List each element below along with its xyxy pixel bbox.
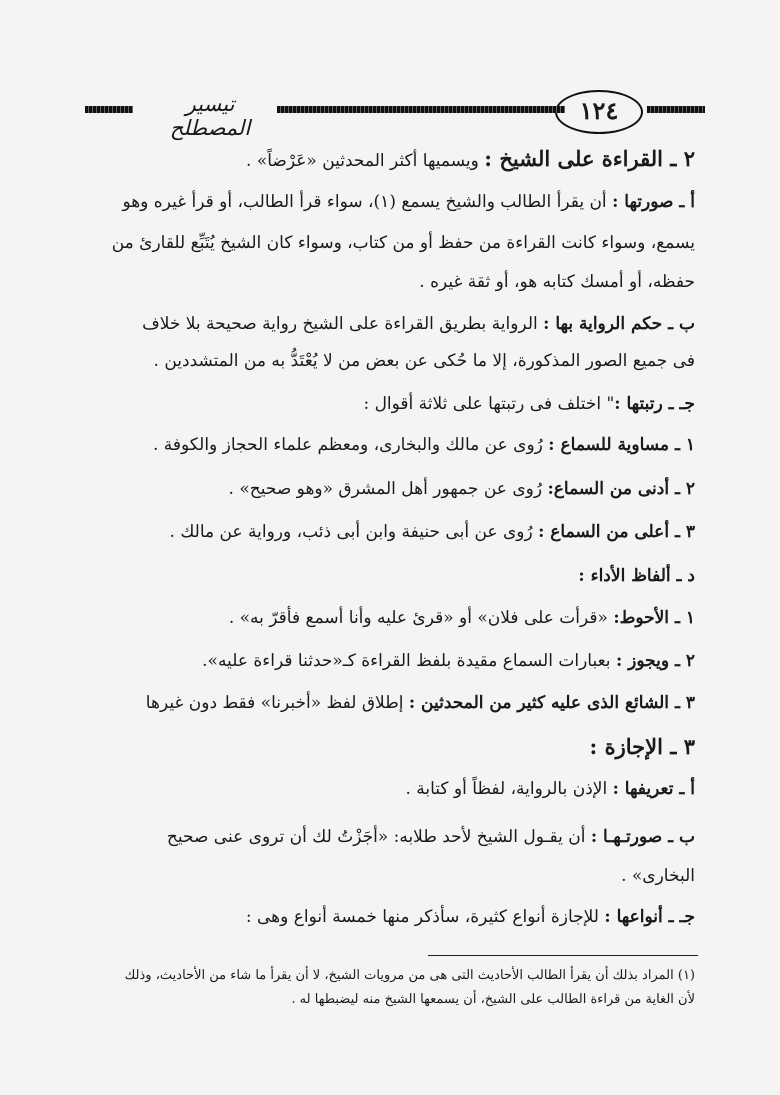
page-header [85,88,705,140]
text-line: جـ ـ رتبتها :" اختلف فى رتبتها على ثلاثة أقوال : [363,394,695,414]
text-line: يسمع، وسواء كانت القراءة من حفظ أو من كتاب، وسواء كان الشيخ يُتَبِّع للقارئ من [111,233,695,253]
text-line: البخارى» . [621,866,695,886]
footnote-separator [428,955,698,956]
text-line: حفظه، أو أمسك كتابه هو، أو ثقة غيره . [419,272,695,292]
section-heading-ijaza: ٣ ـ الإجازة : [589,734,695,759]
section-heading-qiraa: ٢ ـ القراءة على الشيخ : ويسميها أكثر المحدثين «عَرْضاً» . [246,146,695,171]
text-line: ٣ ـ الشائع الذى عليه كثير من المحدثين : إطلاق لفظ «أخبرنا» فقط دون غيرها [145,693,695,713]
text-line: د ـ ألفاظ الأداء : [578,566,695,586]
header-rule-right [647,106,705,113]
footnote-line: (١) المراد بذلك أن يقرأ الطالب الأحاديث التى هى من مرويات الشيخ، لا أن يقرأ ما شاء من الأحاديث، وذلك [124,968,695,983]
text-line: فى جميع الصور المذكورة، إلا ما حُكى عن بعض من لا يُعْتَدُّ به من المتشددين . [153,351,695,371]
text-line: ١ ـ مساوية للسماع : رُوى عن مالك والبخارى، ومعظم علماء الحجاز والكوفة . [152,435,695,455]
page-number: ١٢٤ [555,90,643,134]
header-rule-left [85,106,133,113]
text-line: أ ـ صورتها : أن يقرأ الطالب والشيخ يسمع (١)، سواء قرأ الطالب، أو قرأ غيره وهو [122,192,695,212]
text-line: أ ـ تعريفها : الإذن بالرواية، لفظاً أو كتابة . [405,779,695,799]
text-line: ١ ـ الأحوط: «قرأت على فلان» أو «قرئ عليه وأنا أسمع فأقرّ به» . [228,608,695,628]
book-title: تيسير المصطلح [169,92,251,140]
text-line: ٢ ـ أدنى من السماع: رُوى عن جمهور أهل المشرق «وهو صحيح» . [228,479,695,499]
text-line: ٢ ـ ويجوز : بعبارات السماع مقيدة بلفظ القراءة كـ«حدثنا قراءة عليه». [202,651,695,671]
header-rule-middle [277,106,565,113]
text-line: ب ـ حكم الرواية بها : الرواية بطريق القراءة على الشيخ رواية صحيحة بلا خلاف [142,314,695,334]
text-line: ٣ ـ أعلى من السماع : رُوى عن أبى حنيفة وابن أبى ذئب، ورواية عن مالك . [169,522,695,542]
text-line: جـ ـ أنواعها : للإجازة أنواع كثيرة، سأذكر منها خمسة أنواع وهى : [245,907,695,927]
footnote-line: لأن الغاية من قراءة الطالب على الشيخ، أن يسمعها الشيخ منه ليضبطها له . [291,992,695,1007]
text-line: ب ـ صورتـهـا : أن يقـول الشيخ لأحد طلابه: «أجَزْتُ لك أن تروى عنى صحيح [166,827,695,847]
